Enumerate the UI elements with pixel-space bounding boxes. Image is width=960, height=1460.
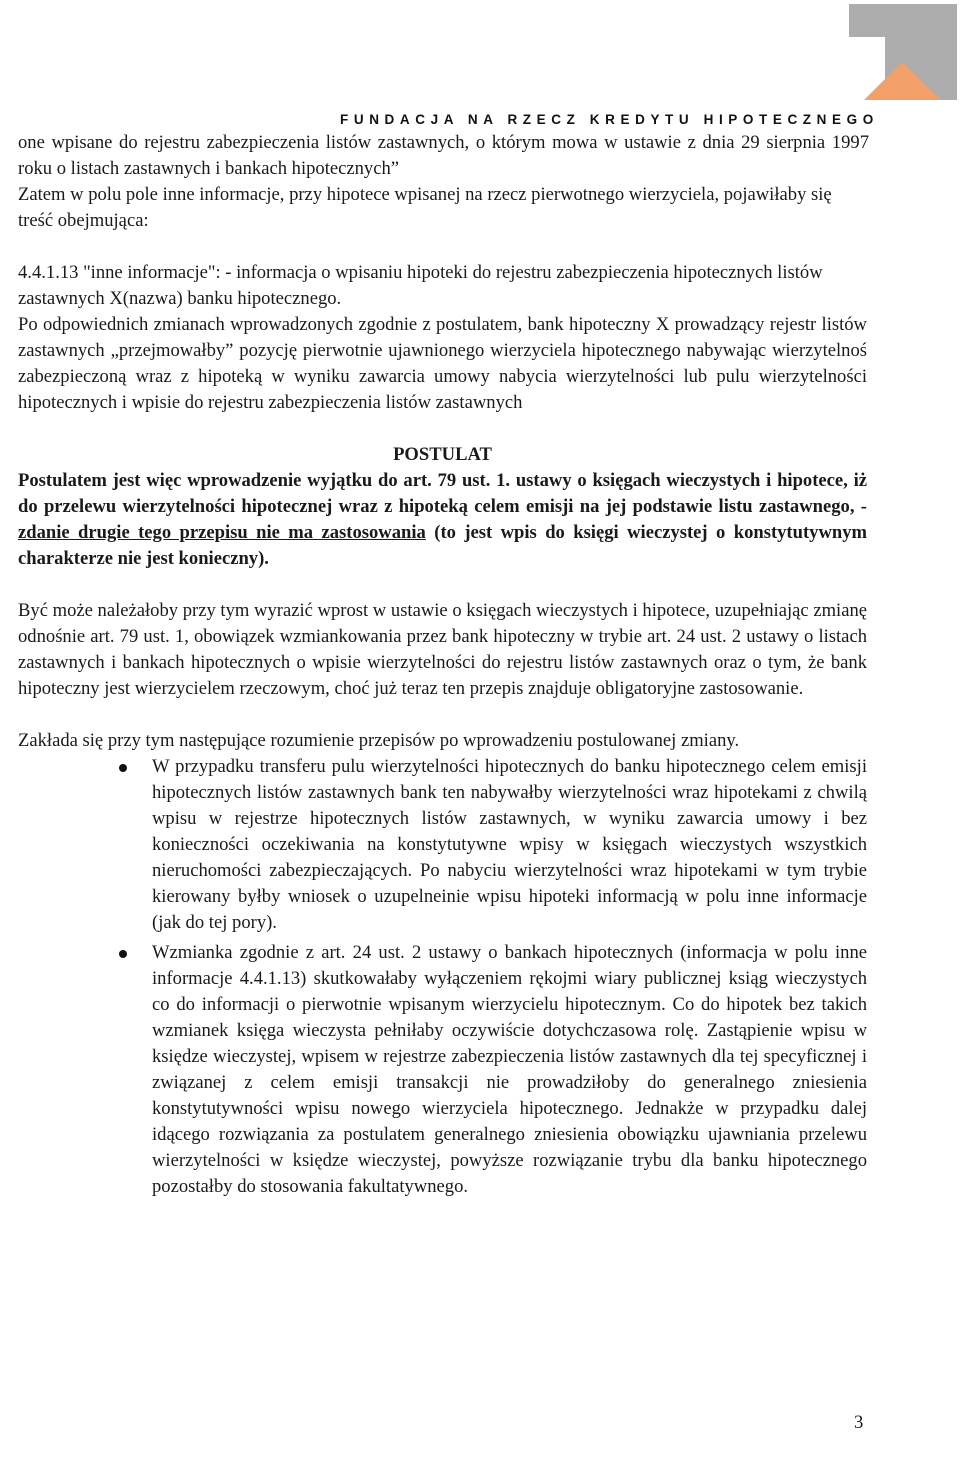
paragraph-other-info: 4.4.1.13 "inne informacje": - informacja o wpisaniu hipoteki do rejestru zabezpieczenia hipotecznych listów zastawnych X(nazwa) banku hipotecznego. <box>18 262 823 309</box>
foundation-logo <box>849 4 957 100</box>
list-item <box>152 754 867 936</box>
document-body <box>18 130 867 1200</box>
postulat-underlined: zdanie drugie tego przepisu nie ma zastosowania <box>18 522 426 543</box>
paragraph-zaklada: Zakłada się przy tym następujące rozumienie przepisów po wprowadzeniu postulowanej zmiany. <box>18 730 740 751</box>
page-number: 3 <box>854 1412 864 1433</box>
list-item <box>152 940 867 1200</box>
bullet-list <box>18 754 867 1200</box>
paragraph-after-changes: Po odpowiednich zmianach wprowadzonych zgodnie z postulatem, bank hipoteczny X prowadzący rejestr listów zastawnych „przejmowałby” pozycję pierwotnie ujawnionego wierzyciela hipotecznego nabywając wierzytelnoś zabezpieczoną wraz z hipoteką w wyniku zawarcia umowy nabycia wierzytelności lub pulu wierzytelności hipotecznych i wpisie do rejestru zabezpieczenia listów zastawnych <box>18 314 867 413</box>
organization-header: FUNDACJA NA RZECZ KREDYTU HIPOTECZNEGO <box>340 112 879 127</box>
bullet-icon <box>119 950 127 958</box>
bullet-text: W przypadku transferu pulu wierzytelności hipotecznych do banku hipotecznego celem emisji hipotecznych listów zastawnych bank ten nabywałby wierzytelności wraz hipotekami z chwilą wpisu w rejestrze hipotecznych listów zastawnych, w wyniku zawarcia umowy i bez konieczności oczekiwania na konstytutywne wpisy w księgach wieczystych wszystkich nieruchomości zabezpieczających. Po nabyciu wierzytelności wraz hipotekami w tym trybie kierowany byłby wniosek o uzupelneinie wpisu hipoteki informacją w polu inne informacje (jak do tej pory). <box>152 756 867 933</box>
postulat-text-part2: (to jest wpis do księgi wieczystej o konstytutywnym charakterze nie jest konieczny). <box>18 522 868 569</box>
paragraph-continuation: one wpisane do rejestru zabezpieczenia listów zastawnych, o którym mowa w ustawie z dnia 29 sierpnia 1997 roku o listach zastawnych i bankach hipotecznych” <box>18 132 869 179</box>
paragraph-byc-moze: Być może należałoby przy tym wyrazić wprost w ustawie o księgach wieczystych i hipotece, uzupełniając zmianę odnośnie art. 79 ust. 1, obowiązek wzmiankowania przez bank hipoteczny w trybie art. 24 ust. 2 ustawy o listach zastawnych i bankach hipotecznych o wpisie wierzytelności do rejestru listów zastawnych oraz o tym, że bank hipoteczny jest wierzycielem rzeczowym, choć już teraz ten przepis znajduje obligatoryjne zastosowanie. <box>18 600 867 699</box>
bullet-text: Wzmianka zgodnie z art. 24 ust. 2 ustawy o bankach hipotecznych (informacja w polu inne informacje 4.4.1.13) skutkowałaby wyłączeniem rękojmi wiary publicznej ksiąg wieczystych co do informacji o pierwotnie wpisanym wierzycielu hipotecznym. Co do hipotek bez takich wzmianek księga wieczysta pełniłaby oczywiście dotychczasowa rolę. Zastąpienie wpisu w księdze wieczystej, wpisem w rejestrze zabezpieczenia listów zastawnych dla tej specyficznej i związanej z celem emisji transakcji nie prowadziłoby do generalnego zniesienia konstytutywności wpisu nowego wierzyciela hipotecznego. Jednakże w przypadku dalej idącego rozwiązania za postulatem generalnego zniesienia obowiązku ujawniania przelewu wierzytelności w księdze wieczystej, powyższe rozwiązanie trybu dla banku hipotecznego pozostałby do stosowania fakultatywnego. <box>152 942 867 1197</box>
bullet-icon <box>119 764 127 772</box>
postulat-heading: POSTULAT <box>393 444 492 465</box>
postulat-text-part1: Postulatem jest więc wprowadzenie wyjątku do art. 79 ust. 1. ustawy o księgach wieczystych i hipotece, iż do przelewu wierzytelności hipotecznej wraz z hipoteką celem emisji na jej podstawie listu zastawnego, - <box>18 470 867 517</box>
paragraph-zatem: Zatem w polu pole inne informacje, przy hipotece wpisanej na rzecz pierwotnego wierzyciela, pojawiłaby się treść obejmująca: <box>18 184 832 231</box>
postulat-text <box>18 468 867 572</box>
